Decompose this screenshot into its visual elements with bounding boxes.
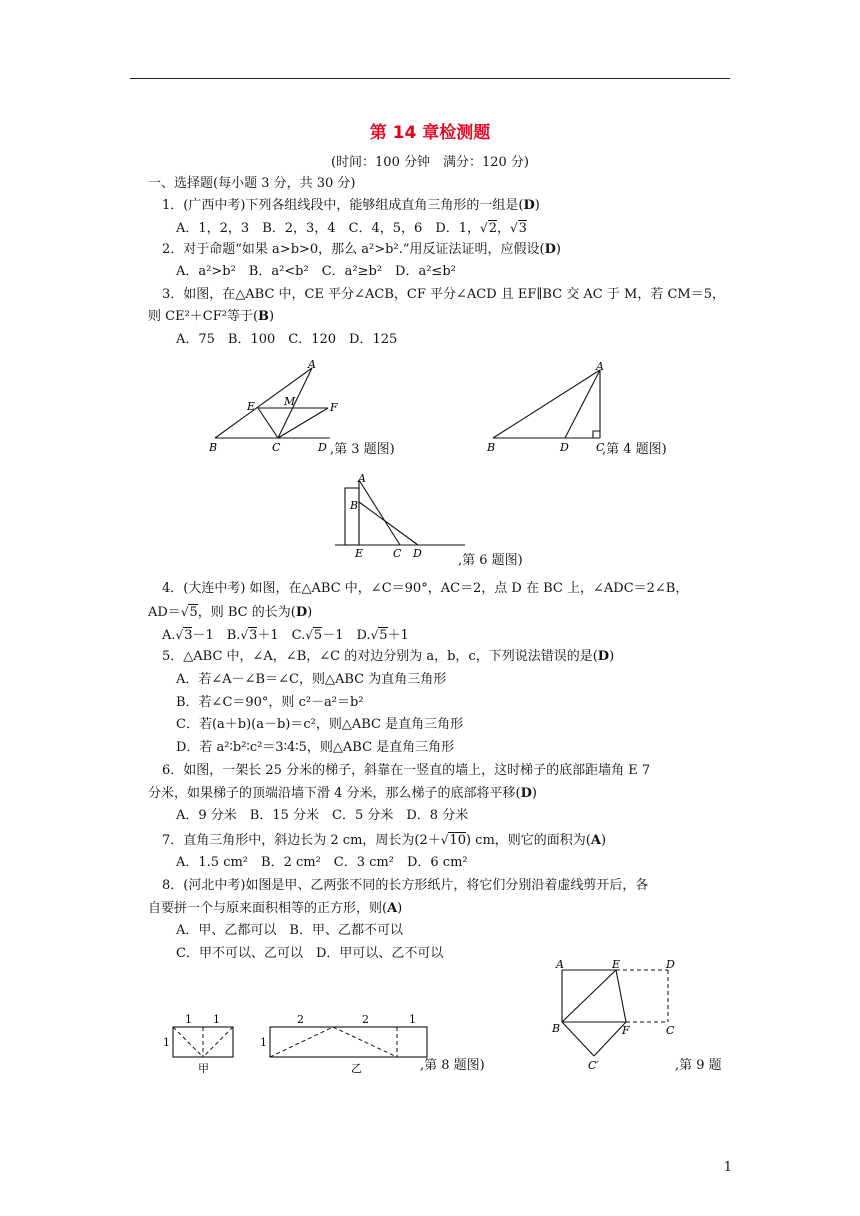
fig8-top-left-1: 1: [185, 1013, 192, 1026]
question-4: 4．(大连中考) 如图，在△ABC 中，∠C＝90°，AC＝2，点 D 在 BC 上，∠ADC＝2∠B，: [162, 581, 689, 596]
fig3-label-b: B: [209, 441, 218, 454]
question-3: 3．如图，在△ABC 中，CE 平分∠ACB，CF 平分∠ACD 且 EF∥BC 交 AC 于 M，若 CM＝5，: [162, 287, 725, 302]
fig8-jia: 甲: [198, 1062, 209, 1075]
fig8-top-left-2: 1: [213, 1013, 220, 1026]
figure-8: [155, 1015, 445, 1075]
fig9-label-f: F: [622, 1024, 630, 1037]
fig6-label-b: B: [350, 499, 359, 512]
figure-9-caption: ,第 9 题: [675, 1058, 722, 1073]
fig8-yi: 乙: [351, 1062, 362, 1075]
question-1: 1．(广西中考)下列各组线段中，能够组成直角三角形的一组是(D): [162, 198, 540, 213]
page-title: 第 14 章检测题: [369, 123, 491, 143]
fig3-label-m: M: [284, 395, 296, 408]
figure-6: [330, 470, 470, 565]
question-8-options-cd: C．甲不可以、乙可以 D．甲可以、乙不可以: [176, 946, 444, 961]
fig9-label-b: B: [552, 1022, 561, 1035]
fig8-top-right-1: 2: [297, 1013, 304, 1026]
question-8-line2: 自要拼一个与原来面积相等的正方形，则(A): [148, 901, 403, 916]
page-number: 1: [723, 1160, 732, 1175]
question-6-options: A．9 分米 B．15 分米 C．5 分米 D．8 分米: [176, 808, 469, 823]
fig6-label-e: E: [355, 547, 364, 560]
fig4-label-b: B: [487, 441, 496, 454]
question-7: 7．直角三角形中，斜边长为 2 cm，周长为(2＋√10) cm，则它的面积为(A): [162, 833, 607, 848]
fig8-side-left: 1: [163, 1036, 170, 1049]
fig8-top-right-2: 2: [362, 1013, 369, 1026]
fig9-label-a: A: [556, 958, 564, 971]
figure-6-caption: ,第 6 题图): [458, 553, 523, 568]
header-rule: [130, 78, 730, 79]
fig9-label-d: D: [666, 958, 675, 971]
fig4-label-a: A: [596, 360, 604, 373]
question-2-options: A．a²>b² B．a²<b² C．a²≥b² D．a²≤b²: [176, 264, 456, 279]
question-3-line2: 则 CE²＋CF²等于(B): [148, 309, 275, 324]
figure-9: [550, 958, 690, 1073]
question-2: 2．对于命题“如果 a>b>0，那么 a²>b².”用反证法证明，应假设(D): [162, 242, 561, 257]
fig8-side-right: 1: [260, 1036, 267, 1049]
fig3-label-c: C: [272, 441, 281, 454]
question-6: 6．如图，一架长 25 分米的梯子，斜靠在一竖直的墙上，这时梯子的底部距墙角 E 7: [162, 763, 651, 778]
fig4-label-d: D: [560, 441, 569, 454]
fig6-label-c: C: [393, 547, 402, 560]
question-5-option-b: B．若∠C＝90°，则 c²－a²＝b²: [176, 695, 364, 710]
question-5: 5．△ABC 中，∠A，∠B，∠C 的对边分别为 a，b，c，下列说法错误的是(D): [162, 649, 615, 664]
question-1-options: A．1，2，3 B．2，3，4 C．4，5，6 D．1，√2，√3: [176, 221, 527, 236]
fig6-label-a: A: [358, 472, 366, 485]
figure-3-caption: ,第 3 题图): [330, 442, 395, 457]
fig3-label-f: F: [330, 401, 338, 414]
question-5-option-c: C．若(a＋b)(a－b)＝c²，则△ABC 是直角三角形: [176, 717, 464, 732]
question-5-option-a: A．若∠A－∠B＝∠C，则△ABC 为直角三角形: [176, 672, 447, 687]
question-8: 8．(河北中考)如图是甲、乙两张不同的长方形纸片，将它们分别沿着虚线剪开后，各: [162, 878, 649, 893]
fig9-label-e: E: [612, 958, 621, 971]
question-8-options-ab: A．甲、乙都可以 B．甲、乙都不可以: [176, 923, 403, 938]
fig3-label-d: D: [318, 441, 327, 454]
fig6-label-d: D: [413, 547, 422, 560]
fig3-label-e: E: [247, 400, 256, 413]
fig4-label-c: C: [596, 441, 605, 454]
question-3-options: A．75 B．100 C．120 D．125: [176, 332, 398, 347]
section-heading: 一、选择题(每小题 3 分，共 30 分): [148, 176, 356, 191]
fig3-label-a: A: [308, 358, 316, 371]
question-4-options: A.√3－1 B.√3＋1 C.√5－1 D.√5＋1: [162, 628, 409, 643]
fig9-label-c-prime: C′: [588, 1059, 599, 1072]
page-subtitle: (时间：100 分钟 满分：120 分): [330, 155, 530, 170]
question-6-line2: 分米，如果梯子的顶端沿墙下滑 4 分米，那么梯子的底部将平移(D): [148, 786, 537, 801]
question-4-line2: AD＝√5，则 BC 的长为(D): [148, 605, 313, 620]
question-5-option-d: D．若 a²∶b²∶c²＝3∶4∶5，则△ABC 是直角三角形: [176, 740, 455, 755]
figure-4-caption: ,第 4 题图): [602, 442, 667, 457]
fig9-label-c: C: [666, 1024, 675, 1037]
fig8-top-right-3: 1: [409, 1013, 416, 1026]
figure-8-caption: ,第 8 题图): [420, 1058, 485, 1073]
question-7-options: A．1.5 cm² B．2 cm² C．3 cm² D．6 cm²: [176, 855, 468, 870]
